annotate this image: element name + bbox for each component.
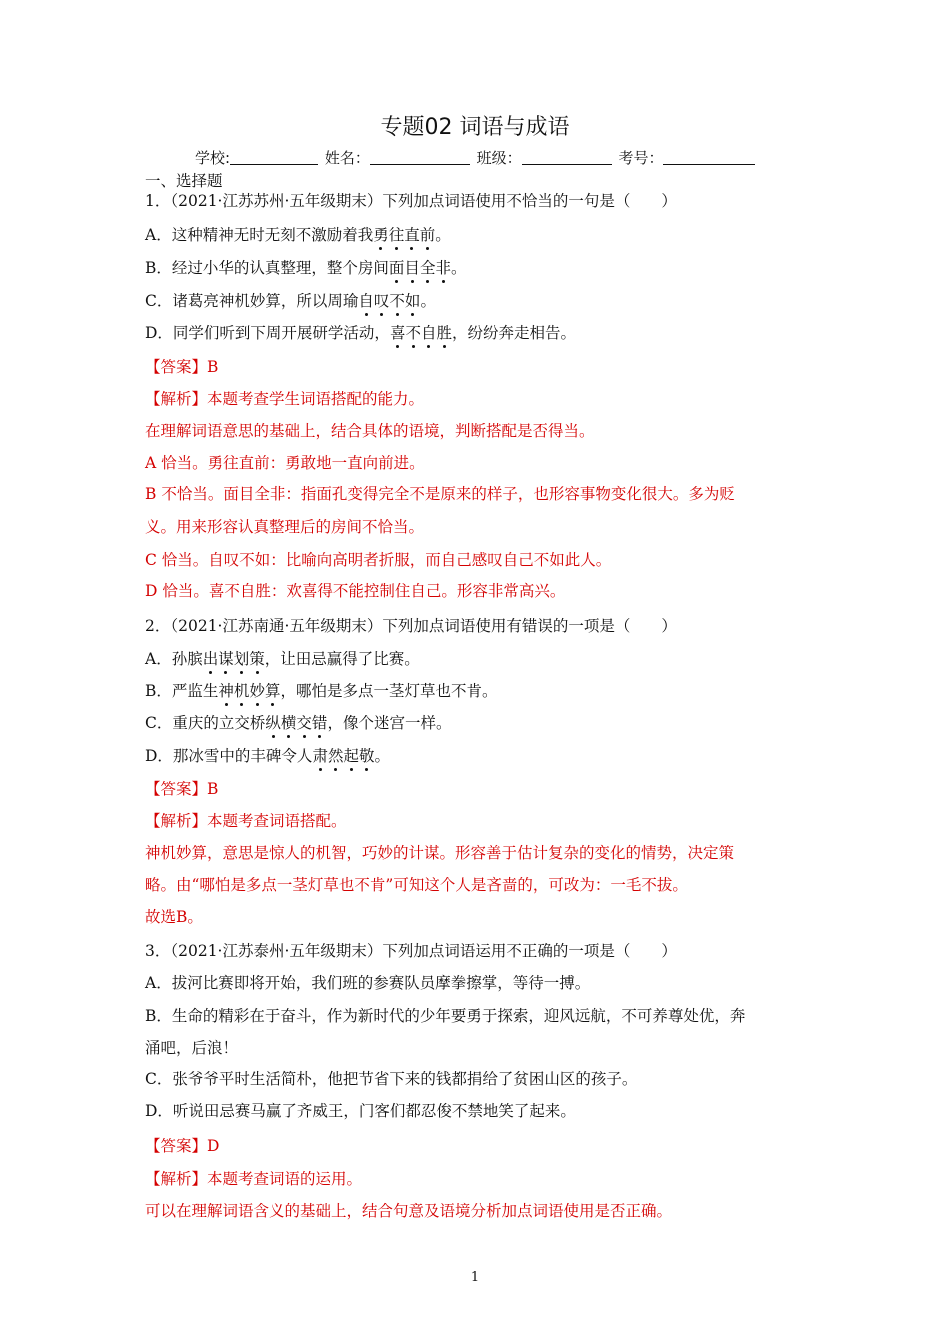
name-blank bbox=[370, 150, 470, 165]
analysis-line: D 恰当。喜不自胜：欢喜得不能控制住自己。形容非常高兴。 bbox=[145, 582, 566, 600]
option-text-tail: ，像个迷宫一样。 bbox=[327, 714, 452, 732]
class-label: 班级： bbox=[476, 149, 522, 167]
class-blank bbox=[522, 150, 612, 165]
analysis-line: 故选B。 bbox=[145, 908, 203, 926]
question-line bbox=[145, 648, 420, 670]
analysis-line: 略。由“哪怕是多点一茎灯草也不肯”可知这个人是吝啬的，可改为：一毛不拔。 bbox=[145, 876, 688, 894]
question-line: 涌吧，后浪！ bbox=[145, 1039, 239, 1057]
dotted-phrase: 出谋划策 bbox=[202, 650, 265, 668]
analysis-line: 可以在理解词语含义的基础上，结合句意及语境分析加点词语使用是否正确。 bbox=[145, 1202, 673, 1220]
question-line bbox=[145, 257, 466, 279]
question-line: 3．（2021·江苏泰州·五年级期末）下列加点词语运用不正确的一项是（ ） bbox=[145, 942, 677, 960]
option-text: B．严监生 bbox=[145, 682, 219, 700]
question-line bbox=[145, 712, 451, 734]
dotted-phrase: 纵横交错 bbox=[265, 714, 328, 732]
page-title: 专题02 词语与成语 bbox=[380, 115, 570, 140]
question-line: A．拔河比赛即将开始，我们班的参赛队员摩拳擦掌，等待一搏。 bbox=[145, 974, 591, 992]
page-number: 1 bbox=[470, 1270, 480, 1285]
analysis-line: 【答案】B bbox=[145, 358, 219, 376]
option-text-tail: 。 bbox=[450, 259, 467, 277]
dotted-phrase: 面目全非 bbox=[388, 259, 451, 277]
dotted-phrase: 自叹不如 bbox=[358, 292, 421, 310]
school-label: 学校: bbox=[195, 149, 231, 167]
analysis-line: B 不恰当。面目全非：指面孔变得完全不是原来的样子，也形容事物变化很大。多为贬 bbox=[145, 485, 735, 503]
analysis-line: 【解析】本题考查词语搭配。 bbox=[145, 812, 347, 830]
name-label: 姓名： bbox=[324, 149, 370, 167]
question-line: 1．（2021·江苏苏州·五年级期末）下列加点词语使用不恰当的一句是（ ） bbox=[145, 192, 677, 210]
question-line bbox=[145, 290, 436, 312]
dotted-phrase: 神机妙算 bbox=[218, 682, 281, 700]
question-line bbox=[145, 680, 497, 702]
question-line: 2．（2021·江苏南通·五年级期末）下列加点词语使用有错误的一项是（ ） bbox=[145, 617, 677, 635]
dotted-phrase: 喜不自胜 bbox=[389, 324, 452, 342]
question-line bbox=[145, 224, 451, 246]
analysis-line: 义。用来形容认真整理后的房间不恰当。 bbox=[145, 518, 425, 536]
dotted-phrase: 勇往直前 bbox=[373, 226, 436, 244]
option-text-tail: 。 bbox=[374, 747, 391, 765]
analysis-line: A 恰当。勇往直前：勇敢地一直向前进。 bbox=[145, 454, 425, 472]
option-text-tail: 。 bbox=[420, 292, 436, 310]
analysis-line: 【解析】本题考查词语的运用。 bbox=[145, 1170, 363, 1188]
option-text-tail: ，让田忌赢得了比赛。 bbox=[264, 650, 420, 668]
dotted-phrase: 肃然起敬 bbox=[312, 747, 375, 765]
question-line bbox=[145, 745, 390, 767]
exam-label: 考号： bbox=[618, 149, 664, 167]
question-line: D．听说田忌赛马赢了齐威王，门客们都忍俊不禁地笑了起来。 bbox=[145, 1102, 576, 1120]
analysis-line: 【答案】D bbox=[145, 1137, 220, 1155]
option-text-tail: 。 bbox=[435, 226, 451, 244]
option-text: A．这种精神无时无刻不激励着我 bbox=[145, 226, 374, 244]
option-text-tail: ，纷纷奔走相告。 bbox=[452, 324, 577, 342]
analysis-line: 神机妙算，意思是惊人的机智，巧妙的计谋。形容善于估计复杂的变化的情势，决定策 bbox=[145, 844, 735, 862]
option-text: D．同学们听到下周开展研学活动， bbox=[145, 324, 390, 342]
section-heading: 一、选择题 bbox=[145, 172, 223, 190]
analysis-line: 【解析】本题考查学生词语搭配的能力。 bbox=[145, 390, 425, 408]
student-info-row bbox=[195, 147, 757, 168]
question-line bbox=[145, 322, 576, 344]
question-line: B．生命的精彩在于奋斗，作为新时代的少年要勇于探索，迎风远航，不可养尊处优，奔 bbox=[145, 1007, 746, 1025]
analysis-line: 在理解词语意思的基础上，结合具体的语境，判断搭配是否得当。 bbox=[145, 422, 595, 440]
analysis-line: C 恰当。自叹不如：比喻向高明者折服，而自己感叹自己不如此人。 bbox=[145, 551, 612, 569]
option-text-tail: ，哪怕是多点一茎灯草也不肯。 bbox=[280, 682, 498, 700]
analysis-line: 【答案】B bbox=[145, 780, 219, 798]
question-line: C．张爷爷平时生活简朴，他把节省下来的钱都捐给了贫困山区的孩子。 bbox=[145, 1070, 638, 1088]
option-text: C．诸葛亮神机妙算，所以周瑜 bbox=[145, 292, 359, 310]
option-text: B．经过小华的认真整理，整个房间 bbox=[145, 259, 389, 277]
exam-blank bbox=[663, 150, 755, 165]
school-blank bbox=[230, 150, 318, 165]
option-text: D．那冰雪中的丰碑令人 bbox=[145, 747, 313, 765]
option-text: A．孙膑 bbox=[145, 650, 203, 668]
option-text: C．重庆的立交桥 bbox=[145, 714, 266, 732]
